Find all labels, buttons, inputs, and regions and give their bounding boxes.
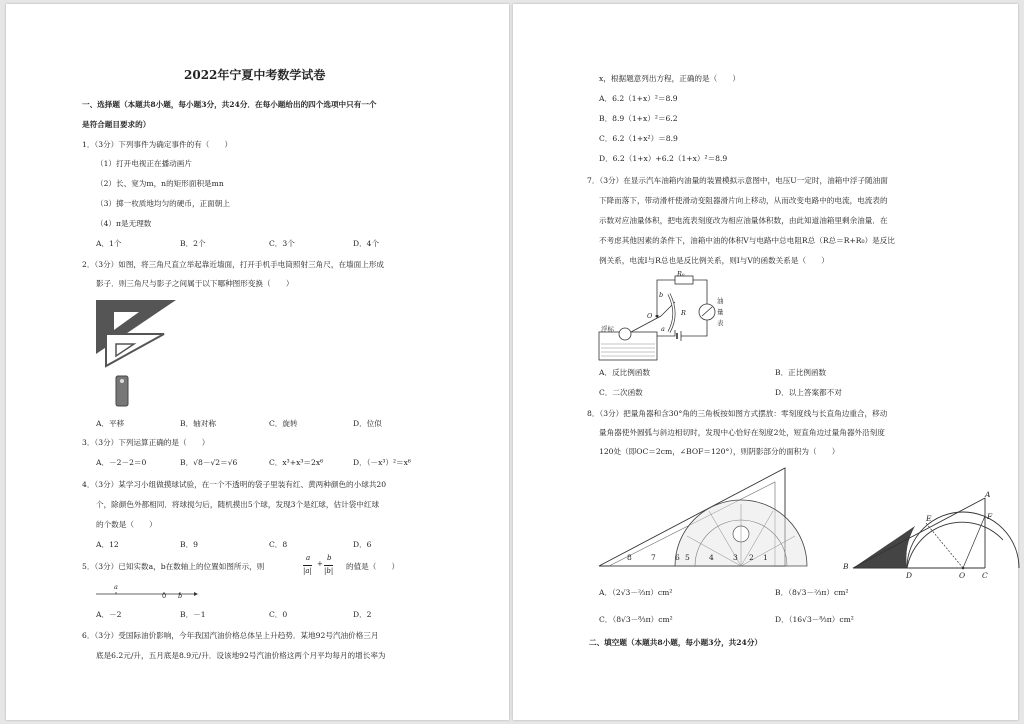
- q1-stem: 1．（3分）下列事件为确定事件的有（ ）: [82, 140, 233, 149]
- q3-option-c: C．x³+x³＝2x⁶: [269, 458, 324, 467]
- q5-option-c: C．0: [269, 610, 288, 619]
- section-1-heading-cont: 是符合题目要求的）: [82, 120, 151, 129]
- q4-stem-line3: 的个数是（ ）: [96, 520, 157, 529]
- axis-label-0: 0: [162, 592, 167, 600]
- q5-option-b: B．－1: [180, 610, 206, 619]
- q2-stem-line1: 2．（3分）如图，将三角尺直立举起靠近墙面，打开手机手电筒照射三角尺，在墙面上形成: [82, 260, 385, 269]
- label-r0: R₀: [677, 270, 685, 278]
- q7-stem-line5: 例关系，电流I与R总也是反比例关系，则I与V的函数关系是（ ）: [599, 256, 829, 265]
- q7-option-d: D．以上答案都不对: [775, 388, 842, 397]
- q4-option-b: B．9: [180, 540, 199, 549]
- page-right: [513, 4, 1018, 720]
- ruler-num-2: 2: [749, 553, 754, 562]
- q8-stem-line3: 120处（即OC＝2cm，∠BOF＝120°），则阴影部分的面积为（ ）: [599, 447, 840, 456]
- q2-option-a: A．平移: [96, 419, 125, 428]
- q5-fraction-expression: [303, 554, 345, 578]
- q6-option-d: D．6.2（1+x）+6.2（1+x）²＝8.9: [599, 154, 728, 163]
- label-fuel-meter: 油量表: [717, 297, 724, 327]
- label-r: R: [681, 309, 686, 317]
- q8-stem-line1: 8．（3分）把量角器和含30°角的三角板按如图方式摆放：零刻度线与长直角边重合，移动: [587, 409, 888, 418]
- label-o: O: [647, 312, 653, 320]
- q4-option-c: C．8: [269, 540, 288, 549]
- q7-stem-line1: 7．（3分）在显示汽车油箱内油量的装置模拟示意图中，电压U一定时，油箱中浮子随油面: [587, 176, 888, 185]
- q7-stem-line4: 不考虑其他因素的条件下，油箱中油的体积V与电路中总电阻R总（R总＝R+R₀）是反比: [599, 236, 895, 245]
- geo-label-E: E: [926, 514, 932, 523]
- q6-stem-line1: 6．（3分）受国际油价影响，今年我国汽油价格总体呈上升趋势．某地92号汽油价格三月: [82, 631, 379, 640]
- geo-label-B: B: [843, 562, 849, 571]
- page-left: [6, 4, 509, 720]
- q2-option-d: D．位似: [353, 419, 382, 428]
- exam-title: 2022年宁夏中考数学试卷: [184, 68, 326, 82]
- section-2-heading: 二、填空题（本题共8小题，每小题3分，共24分）: [589, 638, 763, 647]
- q7-option-a: A．反比例函数: [599, 368, 651, 377]
- q6-option-b: B．8.9（1+x）²＝6.2: [599, 114, 678, 123]
- q6-option-c: C．6.2（1+x²）＝8.9: [599, 134, 678, 143]
- q8-option-d: D．（16√3－⁸⁄₃π）cm²: [775, 615, 854, 624]
- q5-stem: 5．（3分）已知实数a，b在数轴上的位置如图所示，则: [82, 562, 265, 571]
- triangle-shadow-figure: [94, 298, 184, 410]
- q7-stem-line3: 示数对应油量体积，把电流表刻度改为相应油量体积数，由此知道油箱里剩余油量．在: [599, 216, 888, 225]
- q1-item-3: （3）掷一枚质地均匀的硬币，正面朝上: [96, 199, 230, 208]
- q7-stem-line2: 下降而落下，带动滑杆使滑动变阻器滑片向上移动，从而改变电路中的电流，电流表的: [599, 196, 888, 205]
- q4-option-a: A．12: [96, 540, 119, 549]
- q3-stem: 3．（3分）下列运算正确的是（ ）: [82, 438, 210, 447]
- q6-option-a: A．6.2（1+x）²＝8.9: [599, 94, 678, 103]
- ruler-num-6: 6: [675, 553, 680, 562]
- q8-option-a: A．（2√3－⅔π）cm²: [599, 588, 673, 597]
- label-a: a: [661, 325, 665, 333]
- frac1-denominator: |a|: [303, 567, 312, 575]
- q6-stem-line2: 底是6.2元/升，五月底是8.9元/升．设该地92号汽油价格这两个月平均每月的增长率为: [96, 651, 386, 660]
- q1-option-d: D．4个: [353, 239, 380, 248]
- geometry-shaded-figure: [849, 492, 1005, 572]
- q7-option-b: B．正比例函数: [775, 368, 827, 377]
- frac2-numerator: b: [327, 554, 332, 562]
- ruler-num-4: 4: [709, 553, 714, 562]
- q6-stem-cont: x，根据题意列出方程，正确的是（ ）: [599, 74, 740, 83]
- ruler-num-7: 7: [651, 553, 656, 562]
- q1-option-a: A．1个: [96, 239, 122, 248]
- axis-label-a: a: [114, 583, 118, 591]
- geo-label-F: F: [987, 512, 993, 521]
- axis-label-b: b: [178, 592, 183, 600]
- q2-option-b: B．轴对称: [180, 419, 216, 428]
- ruler-num-8: 8: [627, 553, 632, 562]
- q2-option-c: C．旋转: [269, 419, 298, 428]
- frac2-denominator: |b|: [324, 567, 334, 575]
- q8-option-b: B．（8√3－⅔π）cm²: [775, 588, 849, 597]
- q4-option-d: D．6: [353, 540, 372, 549]
- q5-option-a: A．－2: [96, 610, 122, 619]
- q3-option-b: B．√8－√2＝√6: [180, 458, 238, 467]
- frac1-numerator: a: [306, 554, 311, 562]
- geo-label-D: D: [906, 571, 913, 580]
- geo-label-O: O: [959, 571, 966, 580]
- plus-sign: +: [317, 560, 323, 568]
- q4-stem-line1: 4．（3分）某学习小组做摸球试验，在一个不透明的袋子里装有红、黄两种颜色的小球共20: [82, 480, 387, 489]
- label-float: 浮标: [601, 325, 614, 333]
- q1-item-2: （2）长、宽为m，n的矩形面积是mn: [96, 179, 224, 188]
- ruler-num-3: 3: [733, 553, 738, 562]
- q2-stem-line2: 影子．则三角尺与影子之间属于以下哪种图形变换（ ）: [96, 279, 294, 288]
- q1-item-1: （1）打开电视正在播动画片: [96, 159, 192, 168]
- q8-stem-line2: 量角器使外圆弧与斜边相切时，发现中心恰好在刻度2处，短直角边过量角器外沿刻度: [599, 428, 885, 437]
- q5-stem-tail: 的值是（ ）: [346, 562, 400, 571]
- section-1-heading: 一、选择题（本题共8小题，每小题3分，共24分．在每小题给出的四个选项中只有一个: [82, 100, 377, 109]
- q5-option-d: D．2: [353, 610, 372, 619]
- q3-option-d: D．（－x³）²＝x⁶: [353, 458, 411, 467]
- q3-option-a: A．－2－2＝0: [96, 458, 147, 467]
- q1-item-4: （4）π是无理数: [96, 219, 152, 228]
- q5-number-line: [94, 584, 198, 598]
- q7-option-c: C．二次函数: [599, 388, 643, 397]
- q8-option-c: C．（8√3－⁸⁄₃π）cm²: [599, 615, 673, 624]
- ruler-num-1: 1: [763, 553, 768, 562]
- q1-option-c: C．3个: [269, 239, 295, 248]
- geo-label-A: A: [985, 490, 991, 499]
- geo-label-C: C: [982, 571, 988, 580]
- ruler-num-5: 5: [685, 553, 690, 562]
- q4-stem-line2: 个，除颜色外都相同．将球搅匀后，随机摸出5个球，发现3个是红球，估计袋中红球: [96, 500, 380, 509]
- label-b: b: [659, 291, 664, 299]
- q1-option-b: B．2个: [180, 239, 206, 248]
